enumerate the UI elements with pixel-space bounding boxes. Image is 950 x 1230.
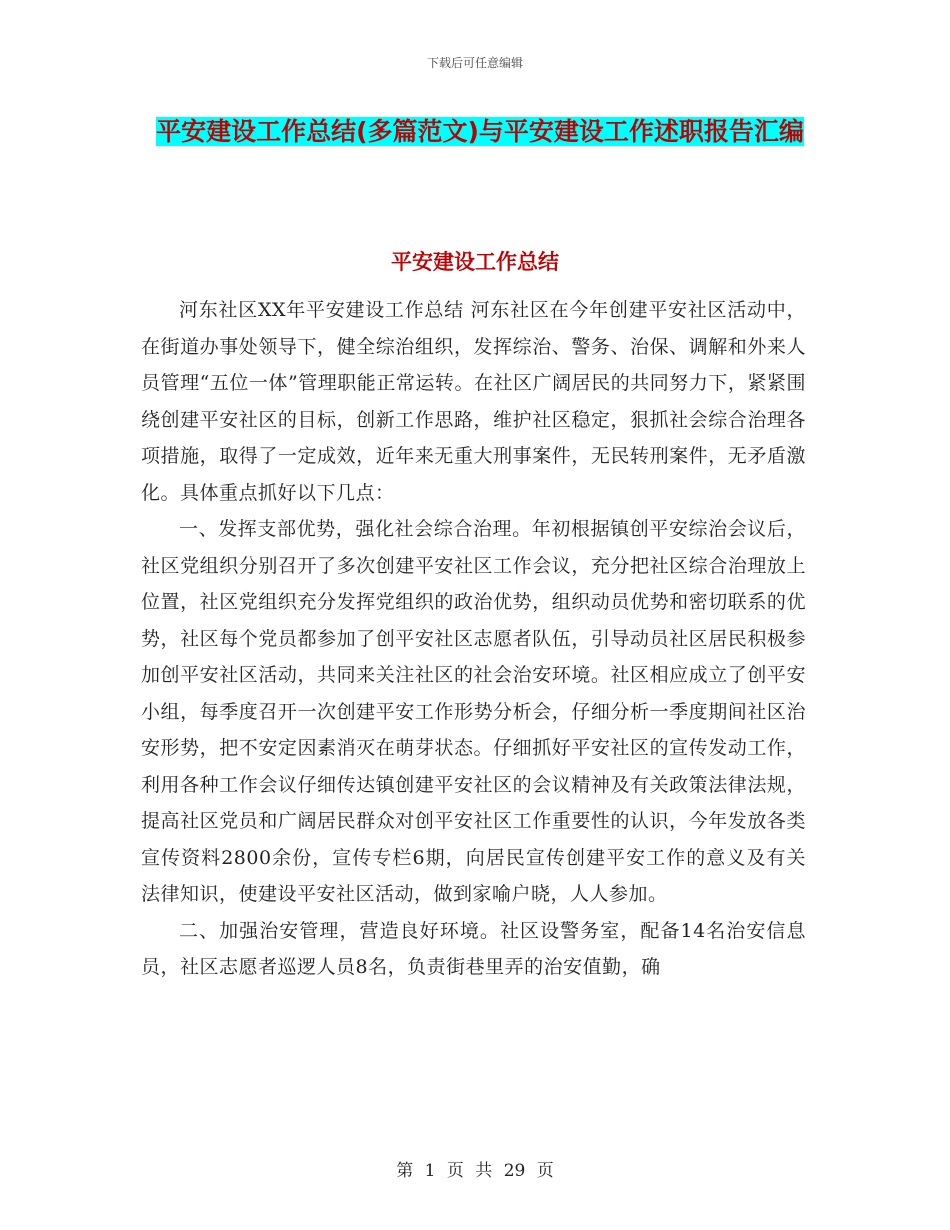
document-title bbox=[140, 110, 820, 154]
page-footer: 第 1 页 共 29 页 bbox=[396, 1161, 554, 1181]
header-note: 下载后可任意编辑 bbox=[426, 56, 523, 70]
document-body bbox=[141, 292, 806, 986]
paragraph: 一、发挥支部优势，强化社会综合治理。年初根据镇创平安综治会议后，社区党组织分别召开了多次创建平安社区工作会议，充分把社区综合治理放上位置，社区党组织充分发挥党组织的政治优势，组织动员优势和密切联系的优势，社区每个党员都参加了创平安社区志愿者队伍，引导动员社区居民积极参加创平安社区活动，共同来关注社区的社会治安环境。社区相应成立了创平安小组，每季度召开一次创建平安工作形势分析会，仔细分析一季度期间社区治安形势，把不安定因素消灭在萌芽状态。仔细抓好平安社区的宣传发动工作，利用各种工作会议仔细传达镇创建平安社区的会议精神及有关政策法律法规，提高社区党员和广阔居民群众对创平安社区工作重要性的认识，今年发放各类宣传资料2800余份，宣传专栏6期，向居民宣传创建平安工作的意义及有关法律知识，使建设平安社区活动，做到家喻户晓，人人参加。 bbox=[141, 518, 806, 905]
section-title: 平安建设工作总结 bbox=[391, 250, 559, 274]
paragraph: 河东社区XX年平安建设工作总结 河东社区在今年创建平安社区活动中，在街道办事处领导下，健全综治组织，发挥综治、警务、治保、调解和外来人员管理“五位一体”管理职能正常运转。在社区广阔居民的共同努力下，紧紧围绕创建平安社区的目标，创新工作思路，维护社区稳定，狠抓社会综合治理各项措施，取得了一定成效，近年来无重大刑事案件，无民转刑案件，无矛盾激化。具体重点抓好以下几点： bbox=[141, 299, 806, 504]
document-title-text: 平安建设工作总结(多篇范文)与平安建设工作述职报告汇编 bbox=[156, 117, 804, 146]
paragraph: 二、加强治安管理，营造良好环境。社区设警务室，配备14名治安信息员，社区志愿者巡逻人员8名，负责街巷里弄的治安值勤，确 bbox=[141, 919, 806, 978]
